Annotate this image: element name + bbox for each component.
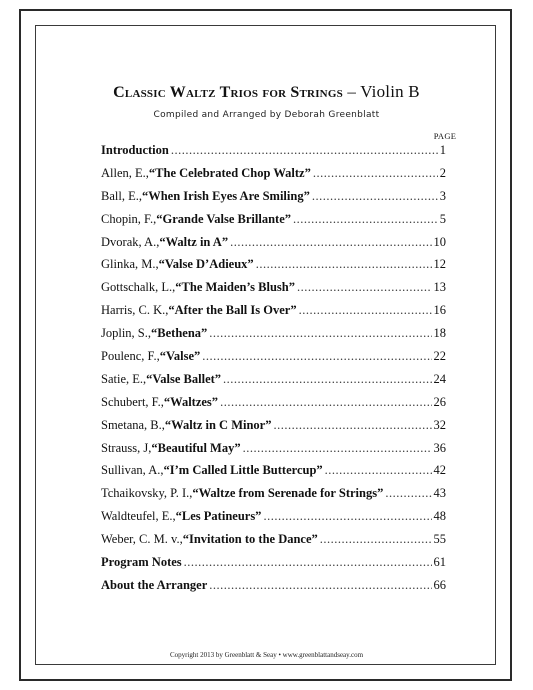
toc-composer: Glinka, M., [101,257,159,272]
toc-page-number: 10 [433,234,446,249]
toc-composer: Schubert, F., [101,394,164,409]
toc-entry[interactable] [101,235,446,258]
toc-composer: Harris, C. K., [101,303,169,318]
toc-entry[interactable] [101,418,446,441]
toc-entry[interactable] [101,212,446,235]
document-subtitle: Compiled and Arranged by Deborah Greenblatt [153,110,380,120]
toc-work-title: “When Irish Eyes Are Smiling” [141,188,310,203]
toc-entry-label: Introduction [101,143,169,157]
toc-entry[interactable] [101,303,446,326]
toc-composer: Tchaikovsky, P. I., [101,486,193,501]
toc-page-number: 5 [439,211,446,226]
dot-leader [313,166,438,181]
toc-composer: Joplin, S., [101,326,152,341]
toc-page-number: 22 [433,349,446,364]
toc-page-number: 16 [433,303,446,318]
toc-composer: Allen, E., [101,165,149,180]
dot-leader [293,212,438,227]
toc-entry[interactable] [101,189,446,212]
toc-entry[interactable] [101,257,446,280]
dot-leader [297,280,432,295]
toc-page-number: 55 [433,532,446,547]
toc-work-title: “Grande Valse Brillante” [156,211,291,226]
toc-work-title: “Valse Ballet” [146,371,222,386]
toc-entry[interactable] [101,166,446,189]
title-separator: – [342,82,361,101]
toc-work-title: “Valse D’Adieux” [158,257,254,272]
toc-page-number: 1 [439,143,446,157]
toc-entry[interactable] [101,486,446,509]
toc-composer: Sullivan, A., [101,463,164,478]
dot-leader [220,395,431,410]
dot-leader [325,463,432,478]
toc-page-number: 2 [439,165,446,180]
toc-composer: Satie, E., [101,371,147,386]
toc-composer: Poulenc, F., [101,349,160,364]
toc-entry-about-the-arranger[interactable] [101,578,446,601]
toc-work-title: “Valse” [159,349,201,364]
toc-page-number: 43 [433,486,446,501]
dot-leader [256,257,432,272]
toc-page-number: 24 [433,371,446,386]
toc-entry[interactable] [101,326,446,349]
toc-entry-label: Program Notes [101,555,182,570]
toc-entry[interactable] [101,532,446,555]
toc-entry[interactable] [101,509,446,532]
toc-page-number: 32 [433,417,446,432]
toc-composer: Weber, C. M. v., [101,532,183,547]
toc-composer: Gottschalk, L., [101,280,176,295]
page-column-header: PAGE [433,131,457,141]
toc-page-number: 61 [433,555,446,570]
toc-work-title: “Waltzes” [163,394,219,409]
title-main: Classic Waltz Trios for Strings [113,84,343,101]
toc-entry-introduction[interactable] [101,143,446,166]
title-variant: Violin B [360,82,420,101]
toc-entry[interactable] [101,395,446,418]
document-title [0,82,533,102]
toc-entry[interactable] [101,441,446,464]
dot-leader [202,349,431,364]
toc-entry[interactable] [101,463,446,486]
dot-leader [223,372,431,387]
toc-entry[interactable] [101,280,446,303]
toc-work-title: “The Celebrated Chop Waltz” [148,165,311,180]
toc-composer: Smetana, B., [101,417,165,432]
toc-page-number: 48 [433,509,446,524]
toc-composer: Dvorak, A., [101,234,160,249]
toc-entry[interactable] [101,349,446,372]
dot-leader [385,486,431,501]
toc-composer: Ball, E., [101,188,142,203]
toc-page-number: 13 [433,280,446,295]
dot-leader [312,189,438,204]
dot-leader [230,235,431,250]
toc-composer: Chopin, F., [101,211,157,226]
toc-page-number: 26 [433,394,446,409]
toc-work-title: “After the Ball Is Over” [168,303,297,318]
toc-work-title: “Les Patineurs” [175,509,262,524]
toc-work-title: “Waltze from Serenade for Strings” [192,486,384,501]
copyright-footer: Copyright 2013 by Greenblatt & Seay • www.greenblattandseay.com [169,651,364,659]
table-of-contents [101,143,446,601]
toc-work-title: “Beautiful May” [151,440,241,455]
toc-composer: Strauss, J, [101,440,152,455]
dot-leader [171,143,438,158]
dot-leader [320,532,432,547]
toc-entry-label: About the Arranger [101,577,208,592]
toc-page-number: 12 [433,257,446,272]
toc-work-title: “Bethena” [151,326,208,341]
dot-leader [209,578,431,593]
toc-page-number: 42 [433,463,446,478]
dot-leader [263,509,431,524]
toc-work-title: “Invitation to the Dance” [182,532,318,547]
toc-page-number: 18 [433,326,446,341]
dot-leader [209,326,431,341]
toc-page-number: 66 [433,577,446,592]
dot-leader [243,441,432,456]
dot-leader [273,418,431,433]
toc-work-title: “Waltz in A” [159,234,229,249]
toc-work-title: “Waltz in C Minor” [164,417,272,432]
toc-work-title: “I’m Called Little Buttercup” [163,463,323,478]
toc-page-number: 36 [433,440,446,455]
toc-entry-program-notes[interactable] [101,555,446,578]
toc-page-number: 3 [439,188,446,203]
toc-work-title: “The Maiden’s Blush” [175,280,295,295]
toc-composer: Waldteufel, E., [101,509,176,524]
dot-leader [299,303,432,318]
dot-leader [184,555,432,570]
toc-entry[interactable] [101,372,446,395]
